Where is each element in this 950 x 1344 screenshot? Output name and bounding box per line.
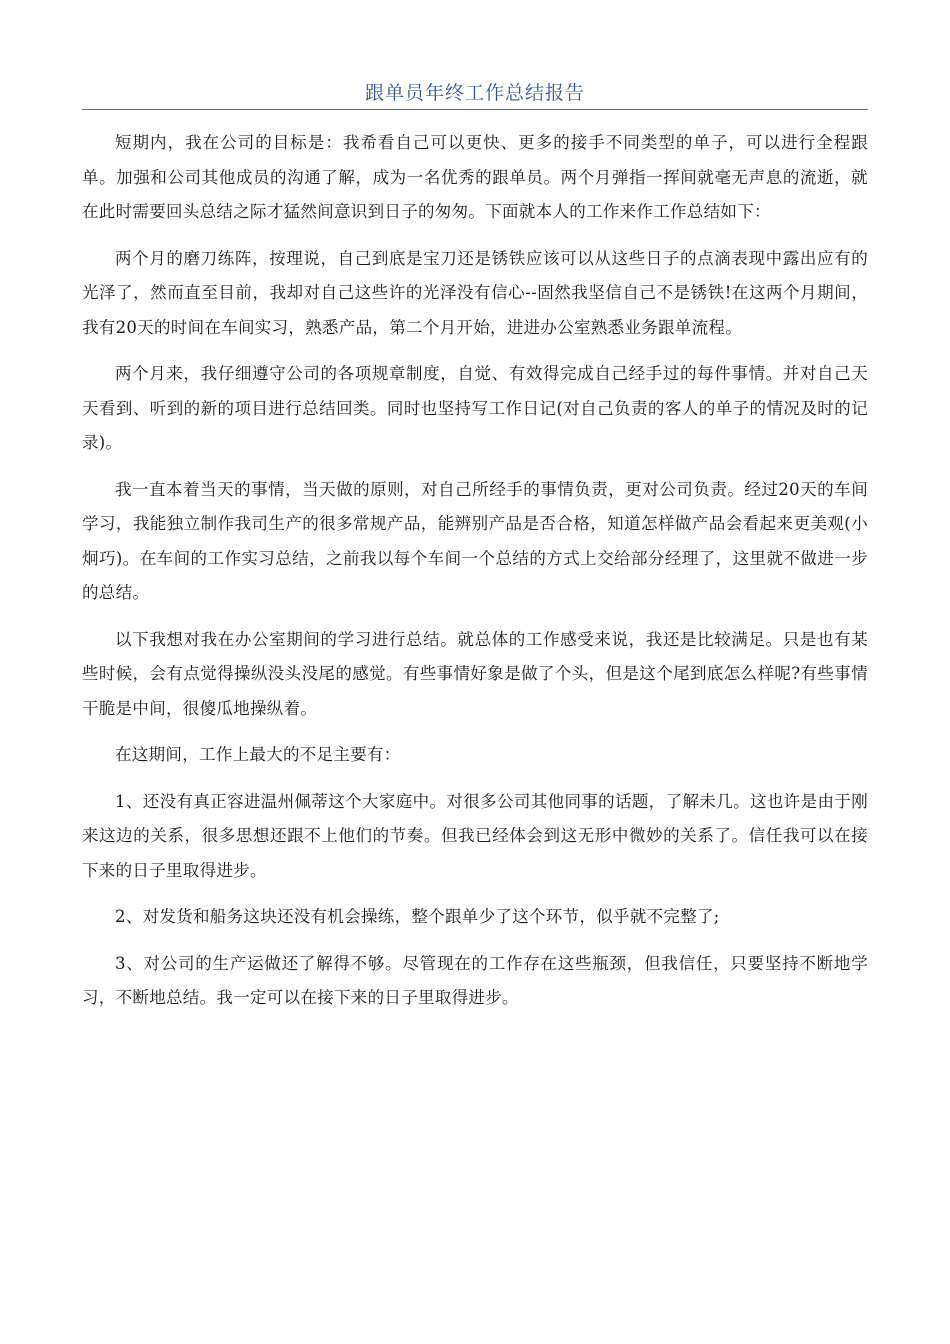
document-page xyxy=(82,78,868,1028)
list-item-shortcoming-1: 1、还没有真正容进温州佩蒂这个大家庭中。对很多公司其他同事的话题，了解未几。这也许是由于刚来这边的关系，很多思想还跟不上他们的节奏。但我已经体会到这无形中微妙的关系了。信任我可以在接下来的日子里取得进步。 xyxy=(82,791,868,880)
document-title: 跟单员年终工作总结报告 xyxy=(364,82,585,104)
paragraph-two-months-training: 两个月的磨刀练阵，按理说，自己到底是宝刀还是锈铁应该可以从这些日子的点滴表现中露出应有的光泽了，然而直至目前，我却对自己这些许的光泽没有信心--固然我坚信自己不是锈铁!在这两个月期间，我有20天的时间在车间实习，熟悉产品，第二个月开始，进进办公室熟悉业务跟单流程。 xyxy=(82,248,868,337)
list-item-shortcoming-3: 3、对公司的生产运做还了解得不够。尽管现在的工作存在这些瓶颈，但我信任，只要坚持不断地学习，不断地总结。我一定可以在接下来的日子里取得进步。 xyxy=(82,953,868,1007)
paragraph-shortcomings-intro: 在这期间，工作上最大的不足主要有： xyxy=(115,745,401,764)
paragraph-office-summary: 以下我想对我在办公室期间的学习进行总结。就总体的工作感受来说，我还是比较满足。只是也有某些时候，会有点觉得操纵没头没尾的感觉。有些事情好象是做了个头，但是这个尾到底怎么样呢?有些事情干脆是中间，很傻瓜地操纵着。 xyxy=(82,629,868,718)
list-item-shortcoming-2: 2、对发货和船务这块还没有机会操练，整个跟单少了这个环节，似乎就不完整了; xyxy=(115,907,720,926)
paragraph-workshop-learning: 我一直本着当天的事情，当天做的原则，对自己所经手的事情负责，更对公司负责。经过20天的车间学习，我能独立制作我司生产的很多常规产品，能辨别产品是否合格，知道怎样做产品会看起来更美观(小炯巧)。在车间的工作实习总结，之前我以每个车间一个总结的方式上交给部分经理了，这里就不做进一步的总结。 xyxy=(82,479,868,602)
paragraph-rules-and-diary: 两个月来，我仔细遵守公司的各项规章制度，自觉、有效得完成自己经手过的每件事情。并对自己天天看到、听到的新的项目进行总结回类。同时也坚持写工作日记(对自己负责的客人的单子的情况及时的记录)。 xyxy=(82,364,868,452)
paragraph-short-term-goals: 短期内，我在公司的目标是：我希看自己可以更快、更多的接手不同类型的单子，可以进行全程跟单。加强和公司其他成员的沟通了解，成为一名优秀的跟单员。两个月弹指一挥间就毫无声息的流逝，就在此时需要回头总结之际才猛然间意识到日子的匆匆。下面就本人的工作来作工作总结如下： xyxy=(82,133,868,221)
title-underline xyxy=(82,109,868,110)
